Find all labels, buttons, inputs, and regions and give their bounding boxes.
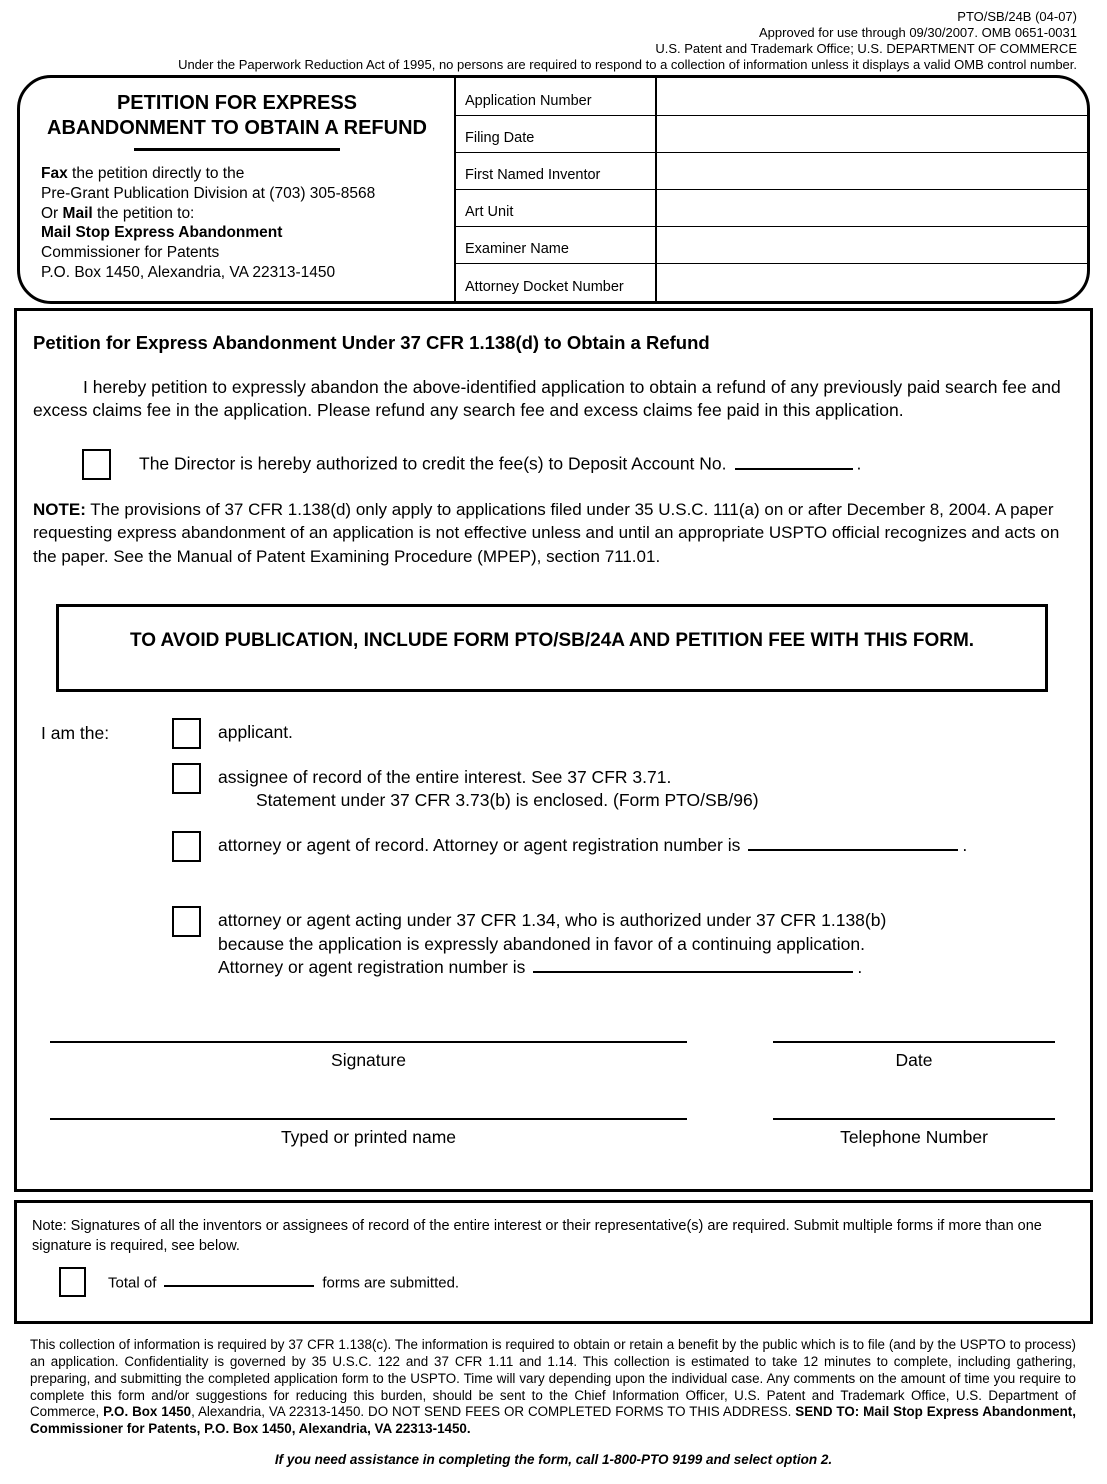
form-meta <box>0 0 1107 75</box>
attorney-docket-number-value[interactable] <box>657 264 1087 301</box>
total-forms-count-field[interactable] <box>164 1273 314 1287</box>
deposit-account-number-field[interactable] <box>735 453 853 470</box>
date-line[interactable] <box>773 1041 1055 1043</box>
signature-label: Signature <box>331 1050 406 1071</box>
assistance-line: If you need assistance in completing the form, call 1-800-PTO 9199 and select option 2. <box>274 1451 833 1467</box>
name-phone-row <box>50 1118 1055 1148</box>
attorney-record-checkbox[interactable] <box>172 831 201 862</box>
petitioner-role-options <box>33 718 1074 979</box>
signature-date-row <box>50 1041 1055 1071</box>
applicant-checkbox[interactable] <box>172 718 201 749</box>
note-label: NOTE: <box>33 499 86 519</box>
option-applicant-row <box>41 718 1074 749</box>
avoid-publication-box: TO AVOID PUBLICATION, INCLUDE FORM PTO/SB/24A AND PETITION FEE WITH THIS FORM. <box>56 604 1048 692</box>
paperwork-reduction-note: Under the Paperwork Reduction Act of 1995, no persons are required to respond to a collection of information unless it displays a valid OMB control number. <box>178 56 1077 72</box>
petition-section <box>14 308 1093 1192</box>
filing-date-value[interactable] <box>657 116 1087 153</box>
burden-statement: This collection of information is required by 37 CFR 1.138(c). The information is required to obtain or retain a benefit by the public which is to file (and by the USPTO to process) an application. Confidentiality is governed by 35 U.S.C. 122 and 37 CFR 1.11 and 1.14. This collection is estimated to take 12 minutes to complete, including gathering, preparing, and submitting the completed application form to the USPTO. Time will vary depending upon the individual case. Any comments on the amount of time you require to complete this form and/or suggestions for reducing this burden, should be sent to the Chief Information Officer, U.S. Patent and Trademark Office, U.S. Department of Commerce, P.O. Box 1450, Alexandria, VA 22313-1450. DO NOT SEND FEES OR COMPLETED FORMS TO THIS ADDRESS. SEND TO: Mail Stop Express Abandonment, Commissioner for Patents, P.O. Box 1450, Alexandria, VA 22313-1450. <box>30 1337 1076 1436</box>
typed-name-label: Typed or printed name <box>280 1127 457 1148</box>
first-named-inventor-label: First Named Inventor <box>456 153 657 190</box>
title-underline <box>134 148 340 151</box>
form-number: PTO/SB/24B (04-07) <box>957 9 1077 24</box>
section-heading: Petition for Express Abandonment Under 37 CFR 1.138(d) to Obtain a Refund <box>33 332 710 354</box>
total-of-label: Total of <box>108 1273 157 1291</box>
option-assignee-row <box>172 763 1074 813</box>
po-box-bold: P.O. Box 1450 <box>103 1404 192 1420</box>
attorney-record-label: attorney or agent of record. Attorney or agent registration number is <box>218 835 741 856</box>
option-attorney-acting-row: attorney or agent acting under 37 CFR 1.34, who is authorized under 37 CFR 1.138(b) because the application is expressly abandoned in favor of a continuing application. Attorney or agent registration number is . <box>172 906 1074 979</box>
application-info-table <box>454 78 1087 301</box>
send-to-bold: SEND TO: Mail Stop Express Abandonment, Commissioner for Patents, P.O. Box 1450, Alexandria, VA 22313-1450. <box>30 1404 1076 1436</box>
application-number-label: Application Number <box>456 78 657 115</box>
signatures-note-text: Note: Signatures of all the inventors or assignees of record of the entire interest or their representative(s) are required. Submit multiple forms if more than one signature is required, see below. <box>32 1218 1042 1254</box>
assignee-label-line1: assignee of record of the entire interest. See 37 CFR 3.71. <box>218 766 672 787</box>
telephone-line[interactable] <box>773 1118 1055 1120</box>
signature-line[interactable] <box>50 1041 687 1043</box>
i-am-the-label: I am the: <box>41 722 110 743</box>
petition-paragraph: I hereby petition to expressly abandon the above-identified application to obtain a refund of any previously paid search fee and excess claims fee in the application. Please refund any search fee and excess claims fee paid in this application. <box>33 377 1061 421</box>
form-title: PETITION FOR EXPRESS ABANDONMENT TO OBTAIN A REFUND <box>47 92 427 139</box>
art-unit-label: Art Unit <box>456 190 657 227</box>
total-forms-row <box>59 1267 1075 1297</box>
forms-submitted-label: forms are submitted. <box>322 1273 460 1291</box>
cfr-note: NOTE: The provisions of 37 CFR 1.138(d) only apply to applications filed under 35 U.S.C. 111(a) on or after December 8, 2004. A paper requesting express abandonment of an application is not effective unless and until an appropriate USPTO official recognizes and acts on the paper. See the Manual of Patent Examining Procedure (MPEP), section 711.01. <box>33 499 1060 566</box>
deposit-account-row: The Director is hereby authorized to credit the fee(s) to Deposit Account No. . <box>82 449 1074 480</box>
examiner-name-label: Examiner Name <box>456 227 657 264</box>
date-label: Date <box>895 1050 933 1071</box>
signatures-note-box <box>14 1200 1093 1324</box>
attorney-docket-number-label: Attorney Docket Number <box>456 264 657 301</box>
art-unit-value[interactable] <box>657 190 1087 227</box>
fax-mail-instructions: Fax the petition directly to the Pre-Grant Publication Division at (703) 305-8568 Or Mail the petition to: Mail Stop Express Abandonment Commissioner for Patents P.O. Box 1450, Alexandria, VA 22313-1450 <box>41 165 376 281</box>
application-number-value[interactable] <box>657 78 1087 115</box>
omb-approval: Approved for use through 09/30/2007. OMB 0651-0031 <box>759 24 1077 40</box>
deposit-account-text: The Director is hereby authorized to credit the fee(s) to Deposit Account No. <box>139 453 727 474</box>
attorney-acting-line3: Attorney or agent registration number is <box>218 956 526 977</box>
attorney-record-registration-field[interactable] <box>748 835 958 852</box>
assignee-label-line2: Statement under 37 CFR 3.73(b) is enclosed. (Form PTO/SB/96) <box>256 790 759 811</box>
agency-line: U.S. Patent and Trademark Office; U.S. DEPARTMENT OF COMMERCE <box>655 40 1077 56</box>
header-box <box>17 75 1090 304</box>
deposit-account-checkbox[interactable] <box>82 449 111 480</box>
attorney-acting-line1: attorney or agent acting under 37 CFR 1.34, who is authorized under 37 CFR 1.138(b) <box>218 910 887 931</box>
applicant-label: applicant. <box>218 721 293 742</box>
telephone-label: Telephone Number <box>840 1127 988 1148</box>
attorney-acting-checkbox[interactable] <box>172 906 201 937</box>
filing-date-label: Filing Date <box>456 116 657 153</box>
option-attorney-record-row: attorney or agent of record. Attorney or agent registration number is . <box>172 831 1074 862</box>
first-named-inventor-value[interactable] <box>657 153 1087 190</box>
attorney-acting-registration-field[interactable] <box>533 956 853 973</box>
assignee-checkbox[interactable] <box>172 763 201 794</box>
examiner-name-value[interactable] <box>657 227 1087 264</box>
typed-name-line[interactable] <box>50 1118 687 1120</box>
attorney-acting-line2: because the application is expressly abandoned in favor of a continuing application. <box>218 933 865 954</box>
total-forms-checkbox[interactable] <box>59 1267 86 1297</box>
header-left-panel <box>20 78 454 301</box>
